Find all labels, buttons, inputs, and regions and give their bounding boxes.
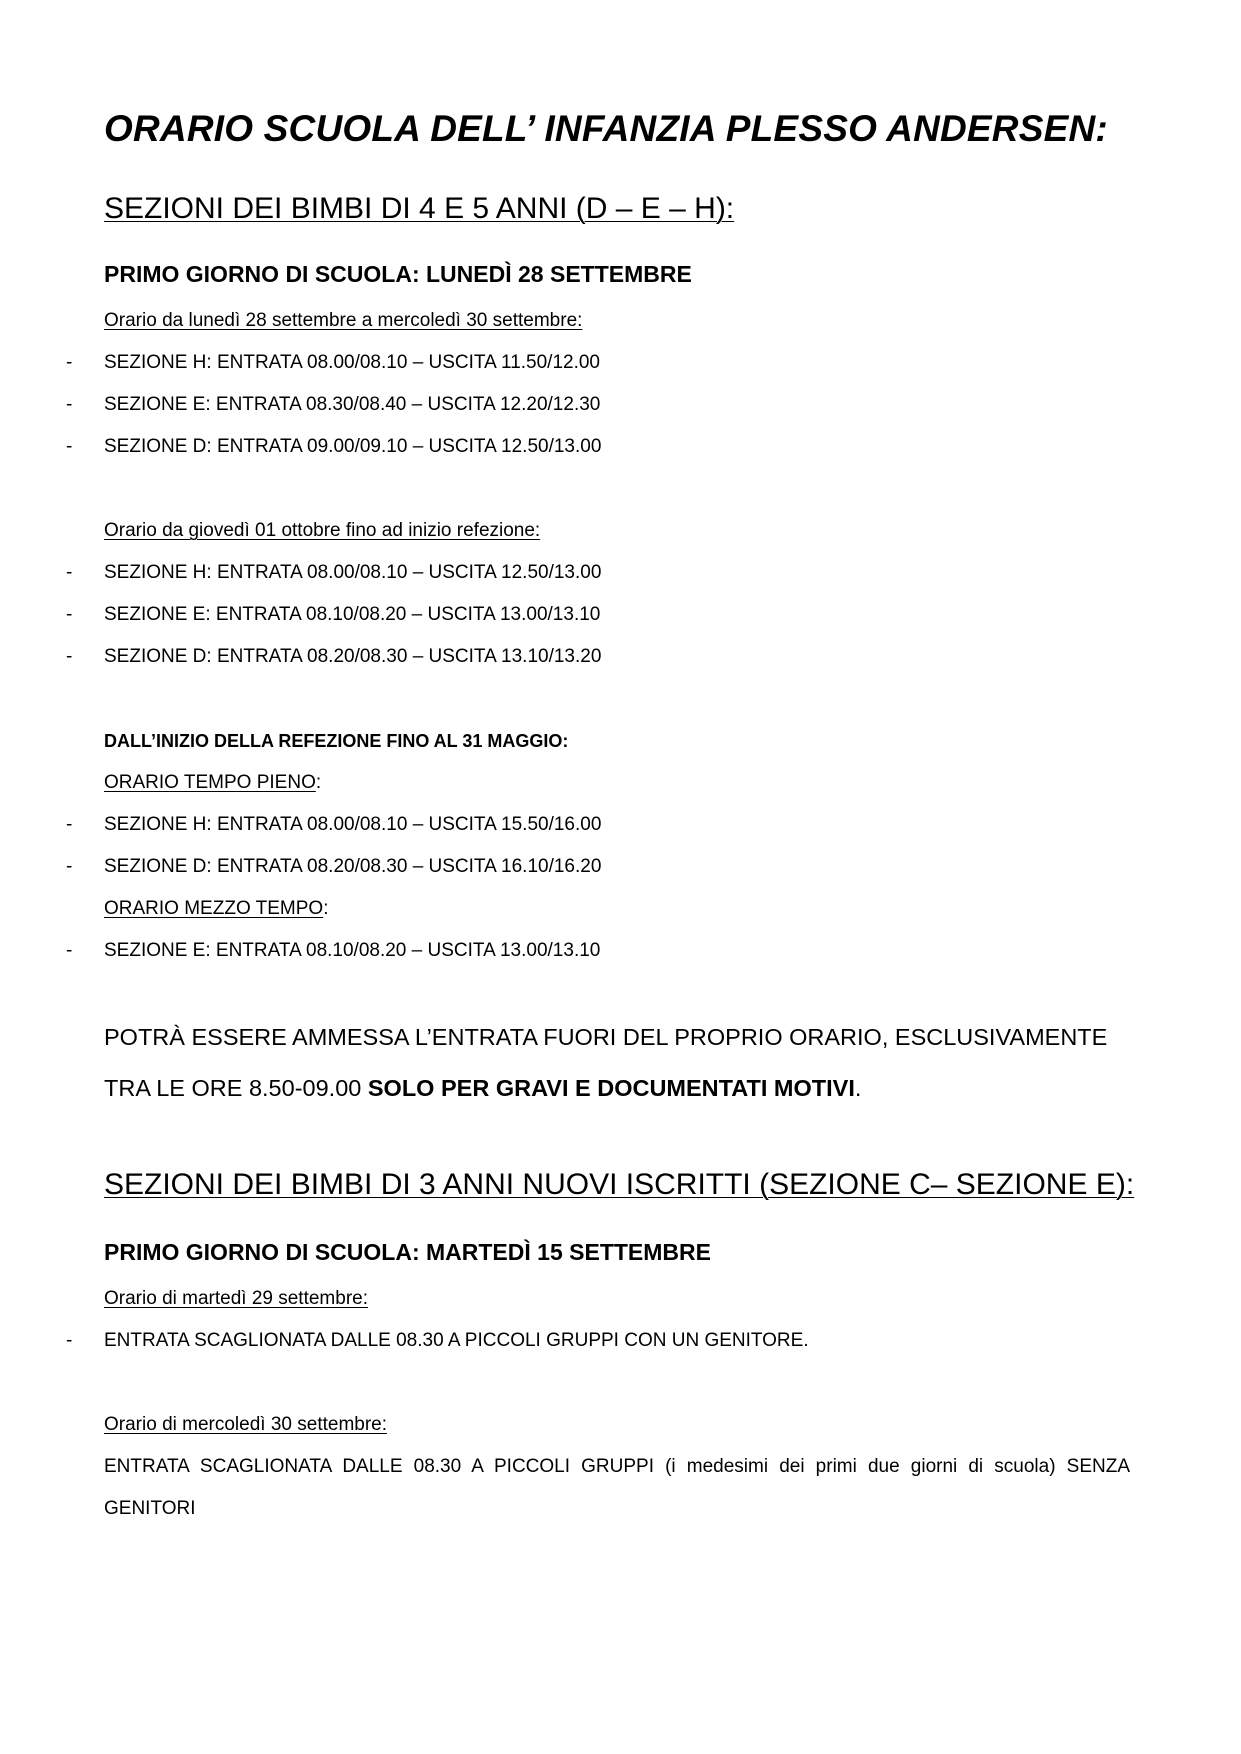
schedule-item: ENTRATA SCAGLIONATA DALLE 08.30 A PICCOLI GRUPPI CON UN GENITORE. — [104, 1330, 809, 1351]
tempo-pieno-text: ORARIO TEMPO PIENO — [104, 772, 316, 793]
bullet-dash: - — [66, 814, 73, 835]
schedule-item: SEZIONE E: ENTRATA 08.10/08.20 – USCITA 13.00/13.10 — [104, 940, 601, 961]
bullet-dash: - — [66, 436, 73, 457]
schedule-item: SEZIONE H: ENTRATA 08.00/08.10 – USCITA 15.50/16.00 — [104, 814, 602, 835]
schedule-item: SEZIONE D: ENTRATA 09.00/09.10 – USCITA 12.50/13.00 — [104, 436, 602, 457]
note-line-2-start: TRA LE ORE 8.50-09.00 — [104, 1075, 368, 1101]
document-title: ORARIO SCUOLA DELL’ INFANZIA PLESSO ANDERSEN: — [104, 108, 1108, 149]
first-day-heading: PRIMO GIORNO DI SCUOLA: LUNEDÌ 28 SETTEMBRE — [104, 261, 692, 287]
note-line-1: POTRÀ ESSERE AMMESSA L’ENTRATA FUORI DEL PROPRIO ORARIO, ESCLUSIVAMENTE — [104, 1024, 1108, 1050]
period-label: Orario di mercoledì 30 settembre: — [104, 1414, 388, 1435]
mezzo-tempo-label — [104, 898, 329, 920]
paragraph-line-1-text: ENTRATA SCAGLIONATA DALLE 08.30 A PICCOLI GRUPPI (i medesimi dei primi due giorni di scuola) SENZA — [104, 1456, 1130, 1477]
refezione-heading: DALL’INIZIO DELLA REFEZIONE FINO AL 31 MAGGIO: — [104, 731, 569, 751]
schedule-item: SEZIONE E: ENTRATA 08.30/08.40 – USCITA 12.20/12.30 — [104, 394, 601, 415]
mezzo-tempo-text: ORARIO MEZZO TEMPO — [104, 898, 324, 919]
paragraph-line-1 — [104, 1456, 1130, 1478]
bullet-dash: - — [66, 1330, 73, 1351]
bullet-dash: - — [66, 352, 73, 373]
bullet-dash: - — [66, 562, 73, 583]
note-line-2-end: . — [854, 1075, 862, 1101]
bullet-dash: - — [66, 394, 73, 415]
section-heading-3-anni: SEZIONI DEI BIMBI DI 3 ANNI NUOVI ISCRITTI (SEZIONE C– SEZIONE E): — [104, 1168, 1135, 1201]
label-colon: : — [315, 772, 322, 793]
first-day-heading: PRIMO GIORNO DI SCUOLA: MARTEDÌ 15 SETTEMBRE — [104, 1239, 711, 1265]
bullet-dash: - — [66, 604, 73, 625]
schedule-item: SEZIONE H: ENTRATA 08.00/08.10 – USCITA 11.50/12.00 — [104, 352, 600, 373]
bullet-dash: - — [66, 856, 73, 877]
tempo-pieno-label — [104, 772, 321, 794]
period-label: Orario da lunedì 28 settembre a mercoledì 30 settembre: — [104, 310, 583, 331]
schedule-item: SEZIONE E: ENTRATA 08.10/08.20 – USCITA 13.00/13.10 — [104, 604, 601, 625]
schedule-item: SEZIONE D: ENTRATA 08.20/08.30 – USCITA 13.10/13.20 — [104, 646, 602, 667]
bullet-dash: - — [66, 940, 73, 961]
period-label: Orario di martedì 29 settembre: — [104, 1288, 368, 1309]
note-line-2 — [104, 1075, 861, 1102]
schedule-item: SEZIONE H: ENTRATA 08.00/08.10 – USCITA 12.50/13.00 — [104, 562, 602, 583]
note-line-2-bold: SOLO PER GRAVI E DOCUMENTATI MOTIVI — [367, 1075, 855, 1101]
bullet-dash: - — [66, 646, 73, 667]
label-colon: : — [323, 898, 329, 919]
paragraph-line-2: GENITORI — [104, 1498, 196, 1519]
section-heading-4-5-anni: SEZIONI DEI BIMBI DI 4 E 5 ANNI (D – E – H): — [104, 192, 735, 225]
period-label: Orario da giovedì 01 ottobre fino ad inizio refezione: — [104, 520, 541, 541]
schedule-item: SEZIONE D: ENTRATA 08.20/08.30 – USCITA 16.10/16.20 — [104, 856, 602, 877]
